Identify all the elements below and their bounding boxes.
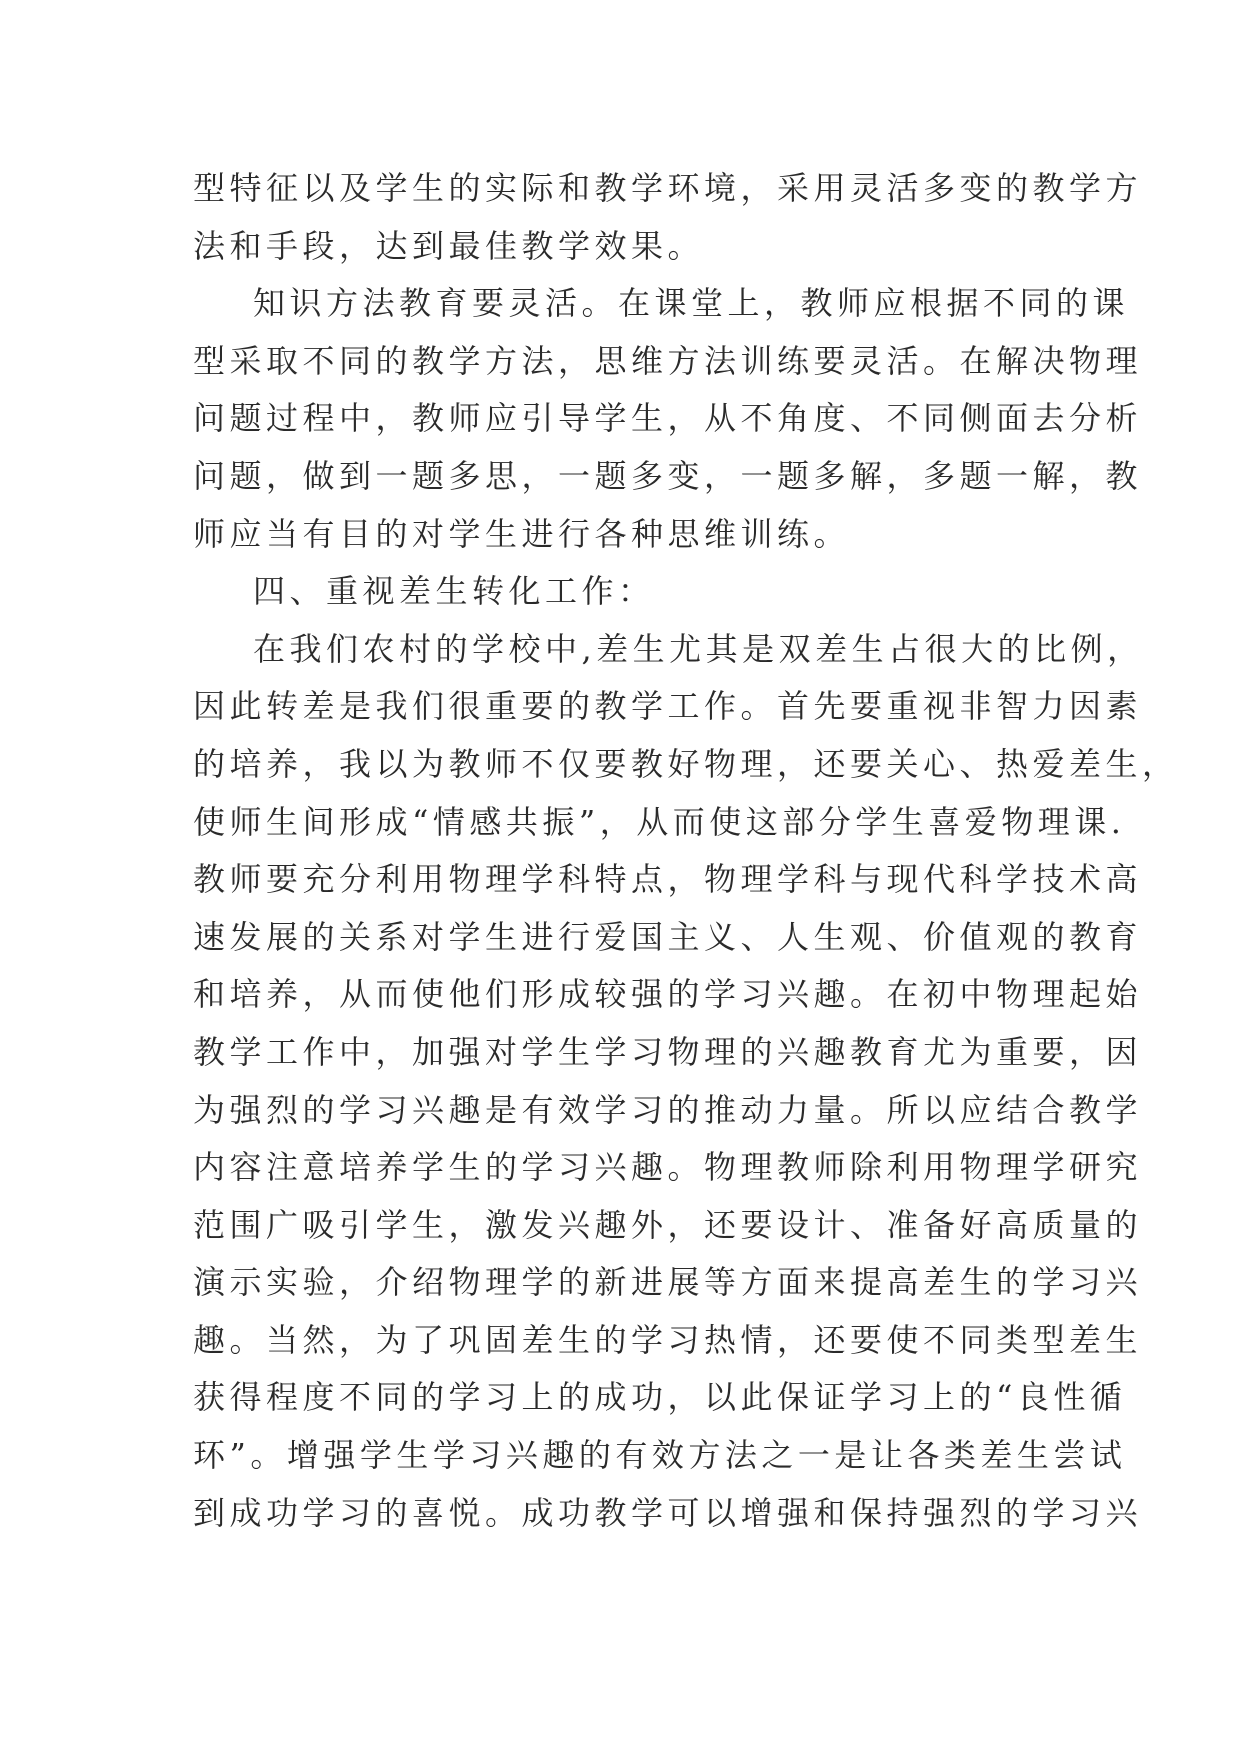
text-line: 知识方法教育要灵活。在课堂上，教师应根据不同的课 [253, 284, 1130, 323]
text-line: 因此转差是我们很重要的教学工作。首先要重视非智力因素 [193, 687, 1143, 726]
text-line: 演示实验，介绍物理学的新进展等方面来提高差生的学习兴 [193, 1263, 1143, 1302]
text-line: 范围广吸引学生，激发兴趣外，还要设计、准备好高质量的 [193, 1205, 1143, 1244]
text-line: 教师要充分利用物理学科特点，物理学科与现代科学技术高 [193, 860, 1143, 899]
text-line: 为强烈的学习兴趣是有效学习的推动力量。所以应结合教学 [193, 1090, 1143, 1129]
text-line: 速发展的关系对学生进行爱国主义、人生观、价值观的教育 [193, 917, 1143, 956]
text-line: 到成功学习的喜悦。成功教学可以增强和保持强烈的学习兴 [193, 1493, 1143, 1532]
text-line: 问题过程中，教师应引导学生，从不角度、不同侧面去分析 [193, 399, 1143, 438]
body-text [193, 160, 1179, 1542]
text-line: 获得程度不同的学习上的成功，以此保证学习上的“良性循 [193, 1378, 1127, 1417]
text-line: 在我们农村的学校中,差生尤其是双差生占很大的比例， [253, 629, 1144, 668]
text-line: 趣。当然，为了巩固差生的学习热情，还要使不同类型差生 [193, 1320, 1143, 1359]
text-line: 教学工作中，加强对学生学习物理的兴趣教育尤为重要，因 [193, 1032, 1143, 1071]
text-line: 内容注意培养学生的学习兴趣。物理教师除利用物理学研究 [193, 1148, 1143, 1187]
text-line: 和培养，从而使他们形成较强的学习兴趣。在初中物理起始 [193, 975, 1143, 1014]
text-line: 使师生间形成“情感共振”，从而使这部分学生喜爱物理课. [193, 802, 1126, 841]
text-line: 型特征以及学生的实际和教学环境，采用灵活多变的教学方 [193, 169, 1143, 207]
text-line: 型采取不同的教学方法，思维方法训练要灵活。在解决物理 [193, 341, 1143, 380]
text-line: 法和手段，达到最佳教学效果。 [193, 226, 705, 265]
text-line: 问题，做到一题多思，一题多变，一题多解，多题一解，教 [193, 456, 1143, 495]
text-line: 四、重视差生转化工作： [253, 572, 655, 611]
text-line: 环”。增强学生学习兴趣的有效方法之一是让各类差生尝试 [193, 1436, 1127, 1475]
text-line: 的培养，我以为教师不仅要教好物理，还要关心、热爱差生， [193, 744, 1179, 783]
text-line: 师应当有目的对学生进行各种思维训练。 [193, 514, 851, 553]
